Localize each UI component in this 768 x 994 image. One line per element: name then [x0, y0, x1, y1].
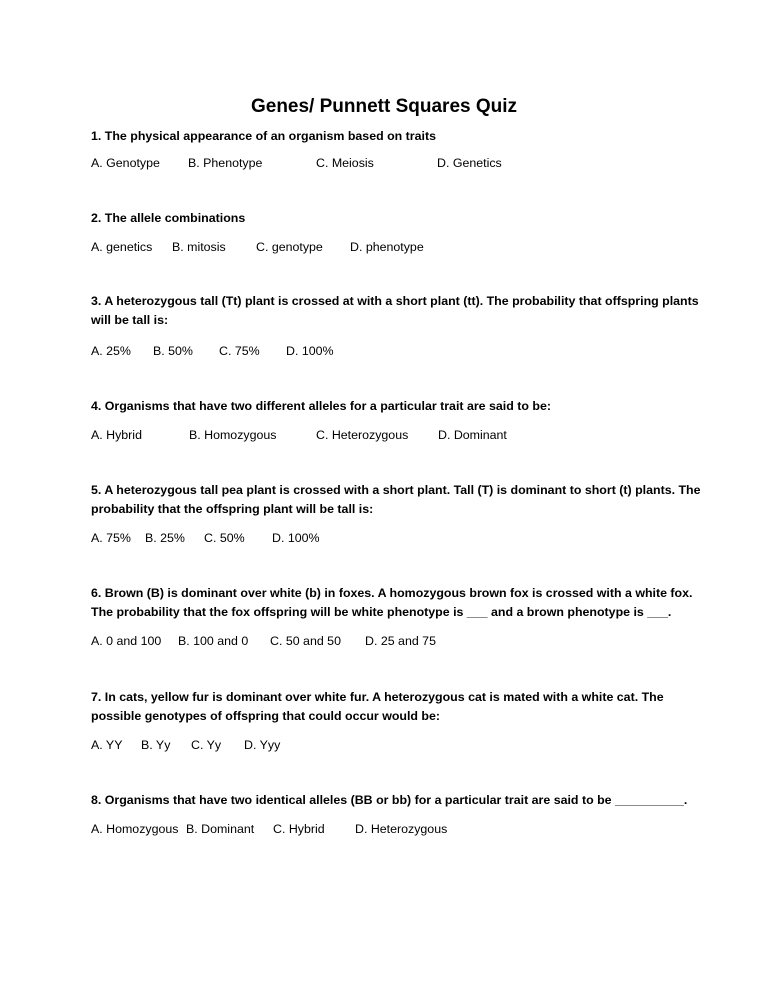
question-2: 2. The allele combinations [91, 211, 246, 225]
question-1: 1. The physical appearance of an organism based on traits [91, 129, 436, 143]
question-4-option-b: B. Homozygous [189, 428, 277, 442]
question-2-option-d: D. phenotype [350, 240, 424, 254]
question-4-option-a: A. Hybrid [91, 428, 142, 442]
question-1-option-a: A. Genotype [91, 156, 160, 170]
question-3-option-a: A. 25% [91, 344, 131, 358]
question-1-option-c: C. Meiosis [316, 156, 374, 170]
question-1-option-d: D. Genetics [437, 156, 502, 170]
question-7-option-c: C. Yy [191, 738, 222, 752]
question-6-option-c: C. 50 and 50 [270, 634, 341, 648]
question-8-option-c: C. Hybrid [273, 822, 325, 836]
question-8-option-a: A. Homozygous [91, 822, 179, 836]
question-5-option-b: B. 25% [145, 531, 185, 545]
question-2-option-a: A. genetics [91, 240, 153, 254]
page-title: Genes/ Punnett Squares Quiz [250, 96, 518, 117]
question-2-option-c: C. genotype [256, 240, 323, 254]
question-1-option-b: B. Phenotype [188, 156, 263, 170]
question-4-option-d: D. Dominant [438, 428, 507, 442]
question-8: 8. Organisms that have two identical alleles (BB or bb) for a particular trait are said to be __________. [91, 793, 688, 807]
question-6-option-b: B. 100 and 0 [178, 634, 249, 648]
question-8-option-d: D. Heterozygous [355, 822, 448, 836]
question-4-option-c: C. Heterozygous [316, 428, 409, 442]
question-5-option-d: D. 100% [272, 531, 320, 545]
question-5-option-a: A. 75% [91, 531, 131, 545]
question-6-option-a: A. 0 and 100 [91, 634, 162, 648]
question-3: 3. A heterozygous tall (Tt) plant is crossed at with a short plant (tt). The probability that offspring plants will be tall is: [91, 294, 699, 327]
question-6-option-d: D. 25 and 75 [365, 634, 436, 648]
question-6: 6. Brown (B) is dominant over white (b) in foxes. A homozygous brown fox is crossed with a white fox. The probability that the fox offspring will be white phenotype is ___ and a brown phenotype is ___. [91, 586, 693, 619]
question-5: 5. A heterozygous tall pea plant is crossed with a short plant. Tall (T) is dominant to short (t) plants. The probability that the offspring plant will be tall is: [91, 483, 701, 516]
question-7-option-a: A. YY [91, 738, 123, 752]
question-3-option-c: C. 75% [219, 344, 260, 358]
question-7: 7. In cats, yellow fur is dominant over white fur. A heterozygous cat is mated with a white cat. The possible genotypes of offspring that could occur would be: [91, 690, 664, 723]
question-3-option-d: D. 100% [286, 344, 334, 358]
question-2-option-b: B. mitosis [172, 240, 226, 254]
question-3-option-b: B. 50% [153, 344, 193, 358]
question-7-option-d: D. Yyy [244, 738, 281, 752]
question-5-option-c: C. 50% [204, 531, 245, 545]
question-8-option-b: B. Dominant [186, 822, 255, 836]
question-4: 4. Organisms that have two different alleles for a particular trait are said to be: [91, 399, 551, 413]
question-7-option-b: B. Yy [141, 738, 171, 752]
